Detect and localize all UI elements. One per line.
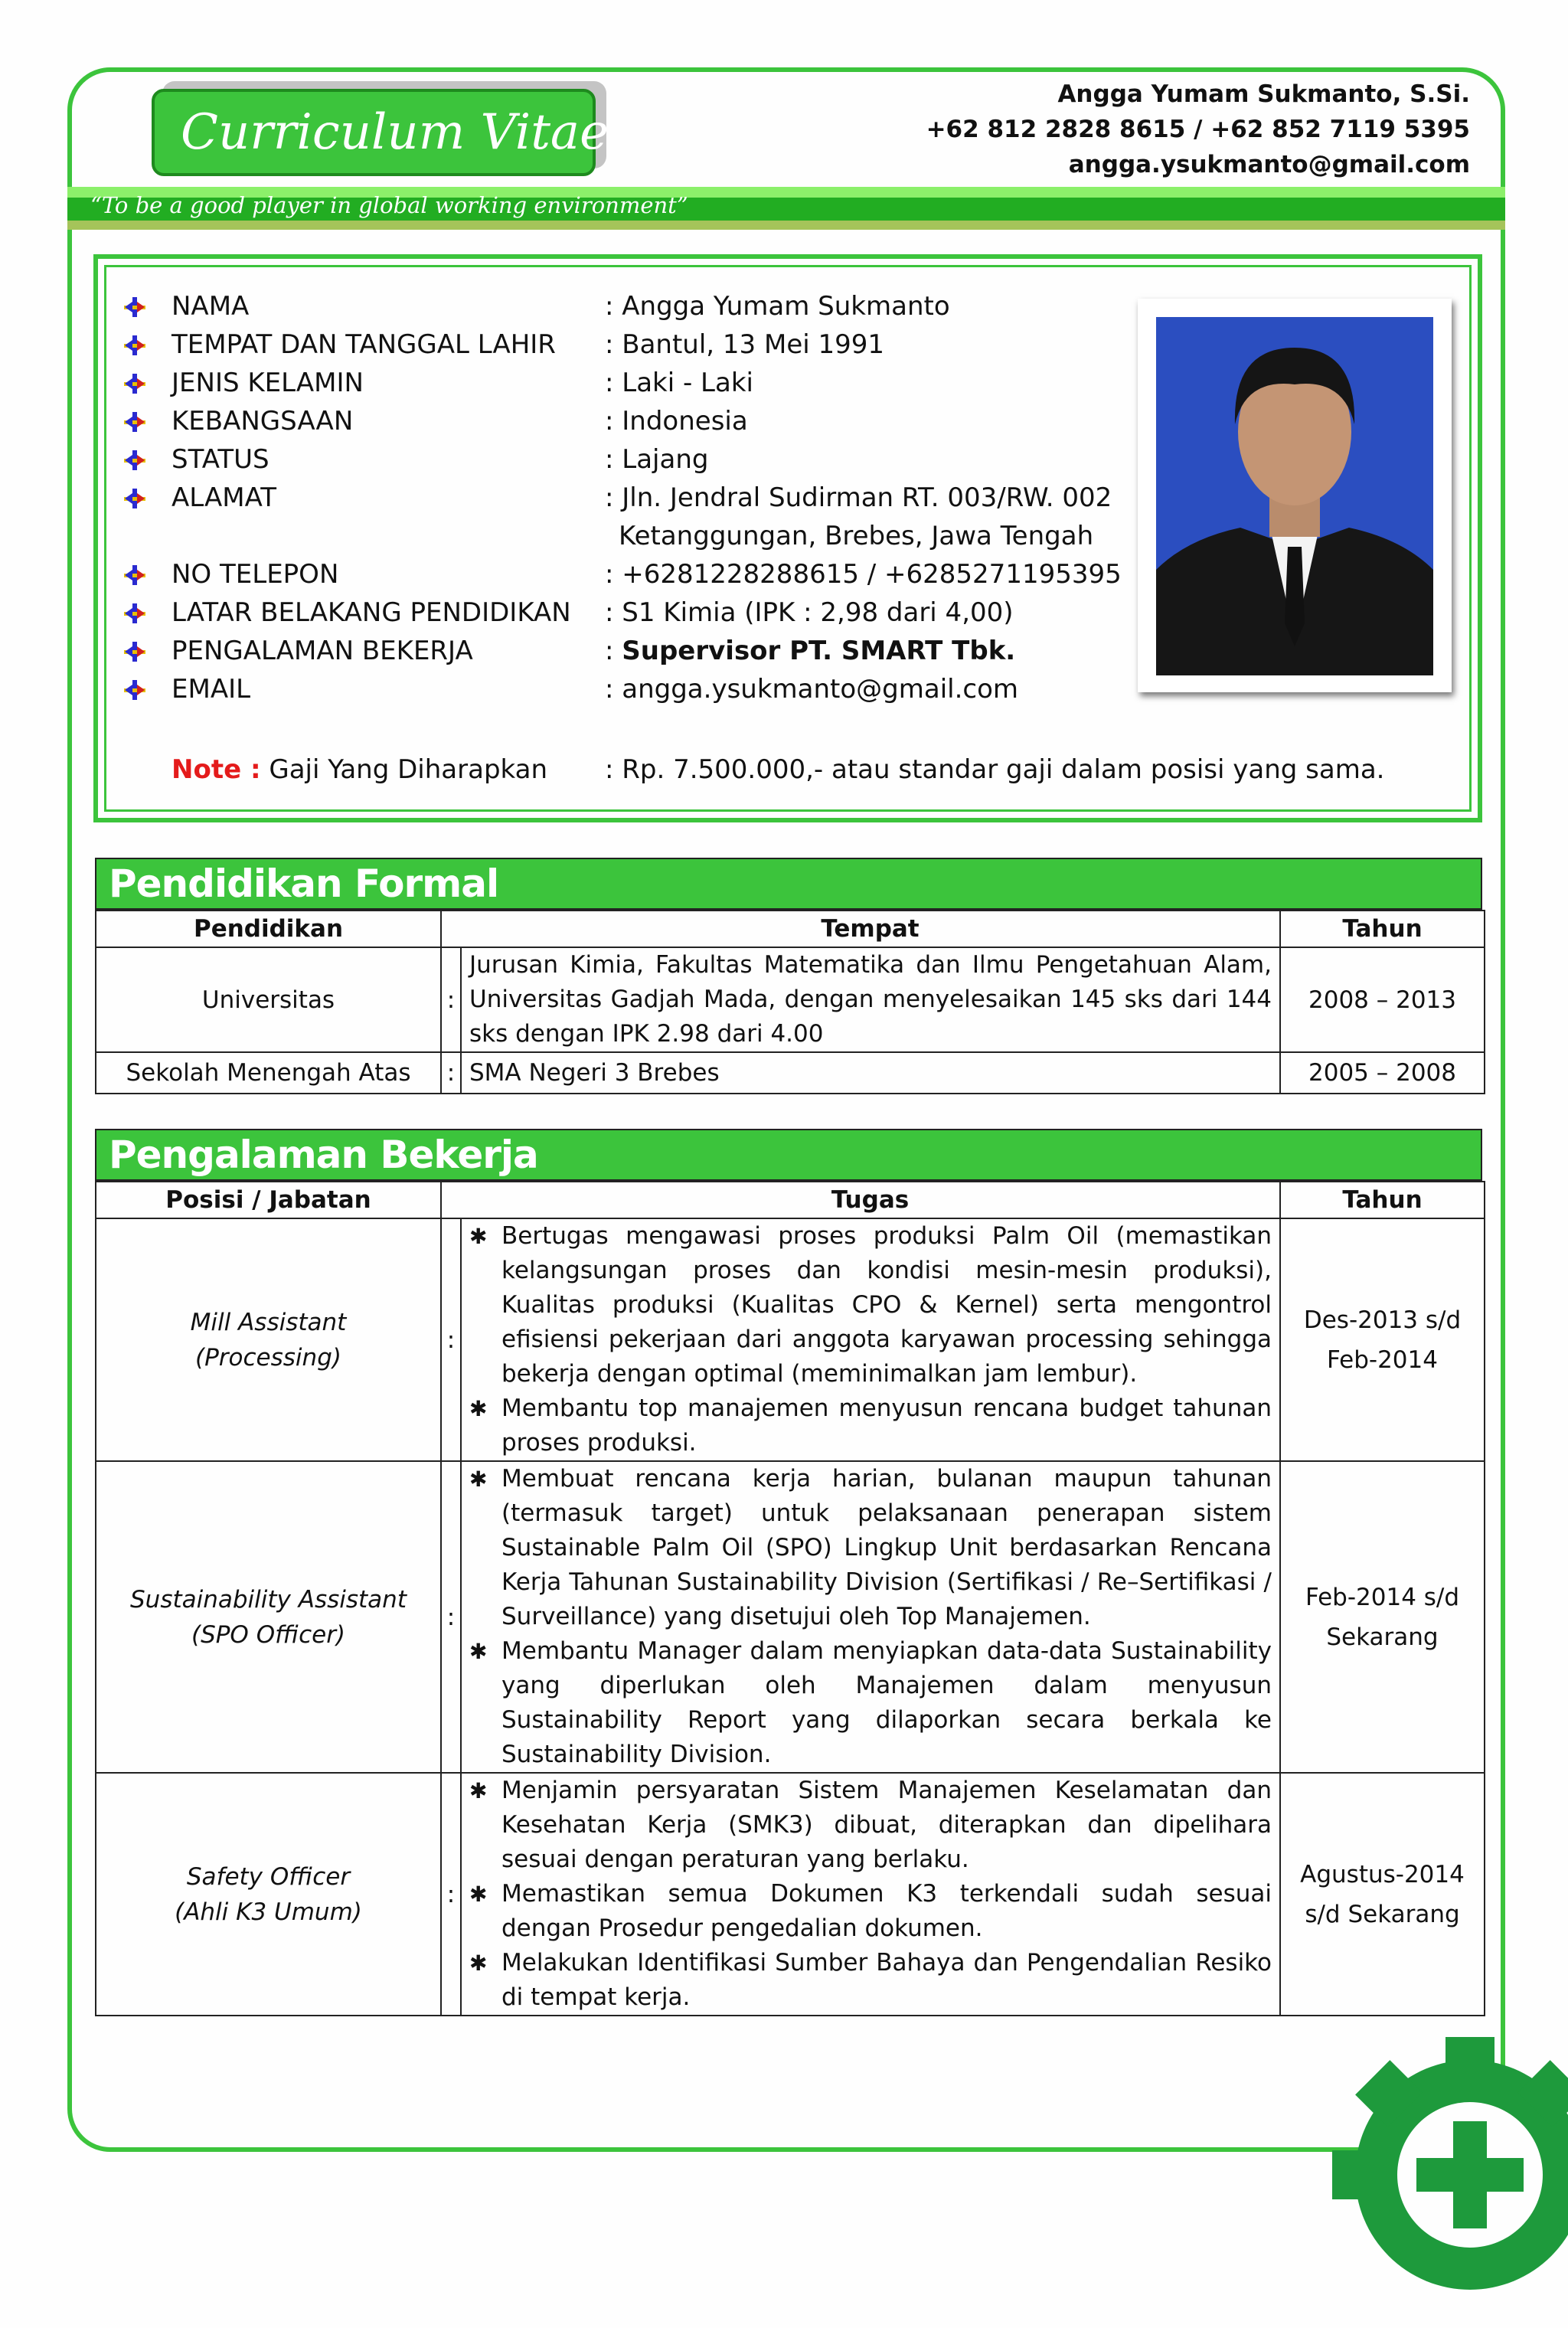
task-item: ✱ Membantu top manajemen menyusun rencana budget tahunan proses produksi.	[469, 1391, 1272, 1460]
col-header-position: Posisi / Jabatan	[96, 1182, 441, 1218]
position-subtitle: (Ahli K3 Umum)	[175, 1898, 362, 1926]
motto: “To be a good player in global working environment”	[90, 192, 688, 218]
arrow-bullet-icon	[124, 593, 172, 632]
task-cell	[461, 1773, 1280, 2016]
info-value[interactable]: : angga.ysukmanto@gmail.com	[605, 674, 1019, 705]
education-place: SMA Negeri 3 Brebes	[461, 1052, 1280, 1094]
info-label: KEBANGSAAN	[172, 406, 354, 436]
year-start: Agustus-2014	[1300, 1860, 1465, 1888]
info-row	[124, 593, 1014, 632]
position-title: Sustainability Assistant	[130, 1585, 407, 1614]
education-place: Jurusan Kimia, Fakultas Matematika dan Ilmu Pengetahuan Alam, Universitas Gadjah Mada, dengan menyelesaikan 145 sks dari 144 sks dengan IPK 2.98 dari 4.00	[461, 947, 1280, 1052]
portrait-image	[1156, 317, 1433, 675]
experience-table	[95, 1181, 1485, 2016]
info-row	[124, 402, 748, 440]
contact-name: Angga Yumam Sukmanto, S.Si.	[1057, 80, 1470, 108]
col-header-sep	[441, 911, 461, 947]
education-year: 2008 – 2013	[1280, 947, 1485, 1052]
info-row	[124, 440, 709, 479]
education-table	[95, 910, 1485, 1094]
education-header-row	[96, 911, 1485, 947]
info-value: : Bantul, 13 Mei 1991	[605, 329, 885, 360]
table-row	[96, 1461, 1485, 1773]
task-item: ✱ Memastikan semua Dokumen K3 terkendali sudah sesuai dengan Prosedur pengedalian dokumen.	[469, 1877, 1272, 1946]
info-label: STATUS	[172, 444, 270, 475]
note-text: Gaji Yang Diharapkan	[269, 754, 547, 785]
task-item: ✱ Membuat rencana kerja harian, bulanan maupun tahunan (termasuk target) untuk pelaksanaan penerapan sistem Sustainable Palm Oil (SPO) Lingkup Unit berdasarkan Rencana Kerja Tahunan Sustainability Division (Sertifikasi / Re–Sertifikasi / Surveillance) yang disetujui oleh Top Manajemen.	[469, 1462, 1272, 1634]
task-item: ✱ Menjamin persyaratan Sistem Manajemen Keselamatan dan Kesehatan Kerja (SMK3) dibuat, diterapkan dan dipelihara sesuai dengan peraturan yang berlaku.	[469, 1774, 1272, 1877]
info-row	[124, 670, 1019, 708]
info-row	[124, 632, 1016, 670]
info-label: JENIS KELAMIN	[172, 368, 364, 398]
col-header-year: Tahun	[1280, 911, 1485, 947]
arrow-bullet-icon	[124, 555, 172, 593]
table-row	[96, 1773, 1485, 2016]
table-row	[96, 947, 1485, 1052]
year-start: Des-2013 s/d	[1303, 1306, 1462, 1334]
position-cell	[96, 1218, 441, 1461]
col-header-place: Tempat	[461, 911, 1280, 947]
separator: :	[441, 1461, 461, 1773]
position-subtitle: (SPO Officer)	[191, 1620, 346, 1649]
info-label: NO TELEPON	[172, 559, 339, 590]
arrow-bullet-icon	[124, 479, 172, 517]
year-end: Feb-2014	[1327, 1345, 1438, 1374]
profile-photo	[1138, 299, 1452, 692]
info-value-line2: Ketanggungan, Brebes, Jawa Tengah	[619, 521, 1094, 551]
arrow-bullet-icon	[124, 440, 172, 479]
info-row	[124, 479, 1112, 517]
col-header-education: Pendidikan	[96, 911, 441, 947]
info-value: : Laki - Laki	[605, 368, 753, 398]
year-end: s/d Sekarang	[1305, 1900, 1460, 1928]
year-cell	[1280, 1461, 1485, 1773]
info-row	[124, 287, 950, 325]
year-start: Feb-2014 s/d	[1305, 1583, 1460, 1611]
contact-block	[926, 77, 1470, 182]
col-header-year: Tahun	[1280, 1182, 1485, 1218]
contact-phones: +62 812 2828 8615 / +62 852 7119 5395	[926, 116, 1470, 143]
info-label: LATAR BELAKANG PENDIDIKAN	[172, 597, 571, 628]
position-subtitle: (Processing)	[195, 1343, 341, 1372]
info-label: ALAMAT	[172, 482, 276, 513]
info-value-prefix: :	[605, 636, 622, 666]
task-item: ✱ Membantu Manager dalam menyiapkan data-data Sustainability yang diperlukan oleh Manajemen dalam menyusun Sustainability Report yang dilaporkan secara berkala ke Sustainability Division.	[469, 1634, 1272, 1772]
experience-header-row	[96, 1182, 1485, 1218]
arrow-bullet-icon	[124, 632, 172, 670]
separator: :	[441, 947, 461, 1052]
position-cell	[96, 1773, 441, 2016]
info-label: PENGALAMAN BEKERJA	[172, 636, 473, 666]
info-value: : Angga Yumam Sukmanto	[605, 291, 950, 322]
position-title: Safety Officer	[186, 1862, 351, 1891]
arrow-bullet-icon	[124, 402, 172, 440]
k3-gear-logo-icon	[1317, 2022, 1568, 2328]
info-value-bold: Supervisor PT. SMART Tbk.	[622, 636, 1016, 666]
cv-title: Curriculum Vitae	[152, 89, 596, 176]
separator: :	[441, 1773, 461, 2016]
education-level: Sekolah Menengah Atas	[96, 1052, 441, 1094]
year-cell	[1280, 1218, 1485, 1461]
info-value: : +6281228288615 / +6285271195395	[605, 559, 1122, 590]
task-cell	[461, 1218, 1280, 1461]
task-item: ✱ Melakukan Identifikasi Sumber Bahaya dan Pengendalian Resiko di tempat kerja.	[469, 1946, 1272, 2015]
arrow-bullet-icon	[124, 287, 172, 325]
table-row	[96, 1052, 1485, 1094]
position-title: Mill Assistant	[190, 1308, 347, 1336]
arrow-bullet-icon	[124, 364, 172, 402]
info-value: : Lajang	[605, 444, 709, 475]
year-end: Sekarang	[1326, 1623, 1439, 1651]
info-value	[605, 632, 1015, 670]
arrow-bullet-icon	[124, 325, 172, 364]
col-header-tasks: Tugas	[461, 1182, 1280, 1218]
info-label: TEMPAT DAN TANGGAL LAHIR	[172, 329, 556, 360]
table-row	[96, 1218, 1485, 1461]
col-header-sep	[441, 1182, 461, 1218]
task-cell	[461, 1461, 1280, 1773]
note-value: : Rp. 7.500.000,- atau standar gaji dalam posisi yang sama.	[605, 754, 1385, 785]
info-row	[124, 555, 1122, 593]
info-label: NAMA	[172, 291, 250, 322]
education-level: Universitas	[96, 947, 441, 1052]
info-row	[124, 325, 885, 364]
info-row	[124, 364, 753, 402]
position-cell	[96, 1461, 441, 1773]
info-value: : Indonesia	[605, 406, 748, 436]
separator: :	[441, 1052, 461, 1094]
year-cell	[1280, 1773, 1485, 2016]
info-label: EMAIL	[172, 674, 251, 705]
info-value: : Jln. Jendral Sudirman RT. 003/RW. 002	[605, 482, 1112, 513]
arrow-bullet-icon	[124, 670, 172, 708]
task-item: ✱ Bertugas mengawasi proses produksi Palm Oil (memastikan kelangsungan proses dan kondisi mesin-mesin produksi), Kualitas produksi (Kualitas CPO & Kernel) serta mengontrol efisiensi pekerjaan dari anggota karyawan processing sehingga bekerja dengan optimal (meminimalkan jam lembur).	[469, 1219, 1272, 1391]
info-value: : S1 Kimia (IPK : 2,98 dari 4,00)	[605, 597, 1014, 628]
experience-heading: Pengalaman Bekerja	[95, 1129, 1482, 1181]
separator: :	[441, 1218, 461, 1461]
education-year: 2005 – 2008	[1280, 1052, 1485, 1094]
education-heading: Pendidikan Formal	[95, 858, 1482, 910]
note-label: Note :	[172, 754, 261, 785]
contact-email[interactable]: angga.ysukmanto@gmail.com	[1068, 151, 1470, 178]
